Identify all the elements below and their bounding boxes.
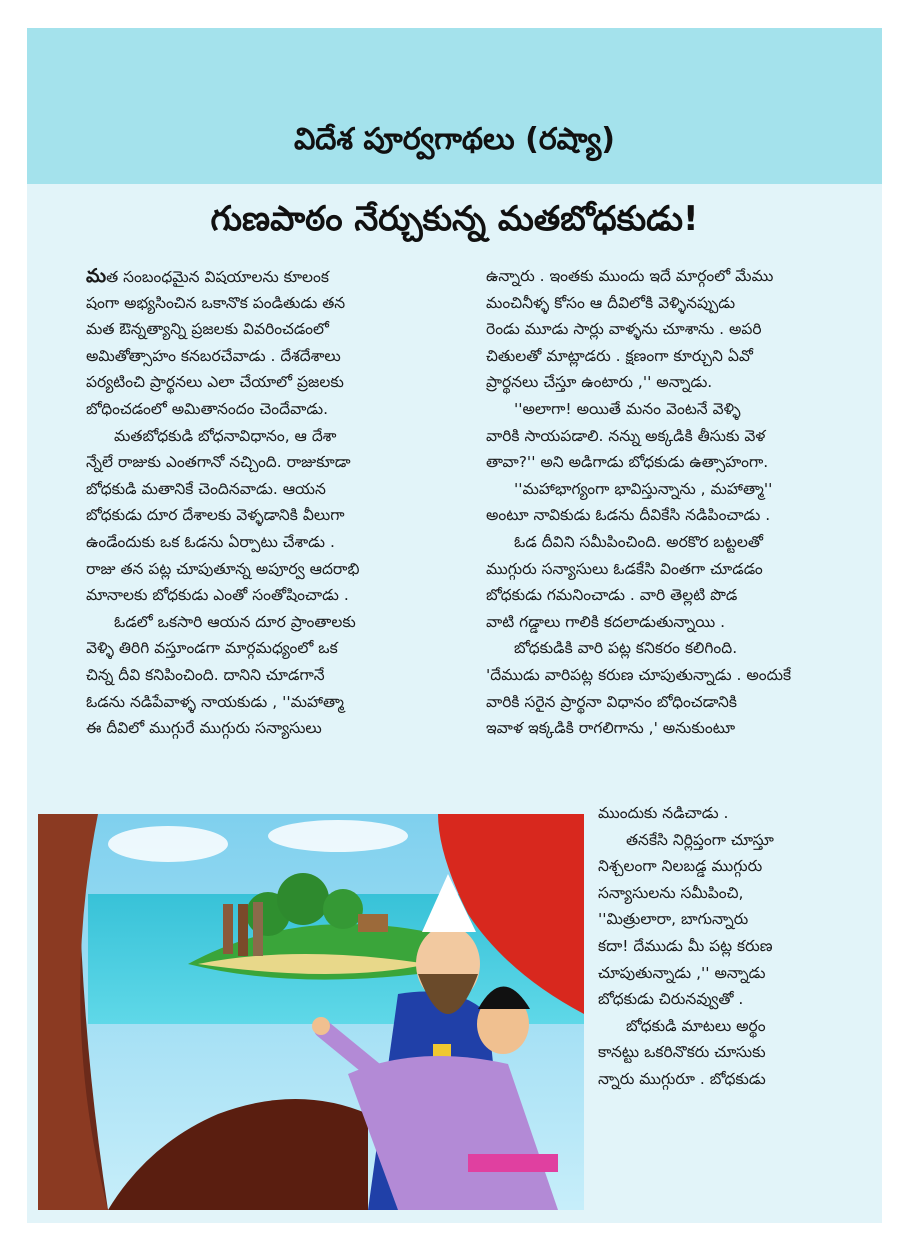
text-line: మానాలకు బోధకుడు ఎంతో సంతోషించాడు . <box>86 586 349 605</box>
tree <box>277 873 329 925</box>
text-line: ''మిత్రులారా, బాగున్నారు <box>598 910 749 929</box>
text-line: తనకేసి నిర్లిప్తంగా చూస్తూ <box>626 830 774 849</box>
text-line: బోధకుడి మాటలు అర్థం <box>626 1016 766 1035</box>
text-line: ఇవాళ ఇక్కడికి రాగలిగాను ,' అనుకుంటూ <box>486 719 736 738</box>
text-line: ఉన్నారు . ఇంతకు ముందు ఇదే మార్గంలో మేము <box>486 267 774 285</box>
text-line: వాటి గడ్డాలు గాలికి కదలాడుతున్నాయి . <box>486 612 726 631</box>
text-line: ఉండేందుకు ఒక ఓడను ఏర్పాటు చేశాడు . <box>86 532 335 551</box>
hermit <box>253 902 263 956</box>
text-line: నిశ్చలంగా నిలబడ్డ ముగ్గురు <box>598 857 763 876</box>
text-line: ''మహాభాగ్యంగా భావిస్తున్నాను , మహాత్మా'' <box>514 479 773 498</box>
text-line: న్నారు ముగ్గురూ . బోధకుడు <box>598 1069 766 1088</box>
text-line: కానట్టు ఒకరినొకరు చూసుకు <box>598 1043 766 1062</box>
story-title: గుణపాఠం నేర్చుకున్న మతబోధకుడు! <box>210 199 699 239</box>
series-title: విదేశ పూర్వగాథలు (రష్యా) <box>293 122 616 157</box>
text-line: బోధకుడు గమనించాడు . వారి తెల్లటి పొడ <box>486 586 738 605</box>
text-line: మతబోధకుడి బోధనావిధానం, ఆ దేశా <box>114 426 337 445</box>
cloud <box>268 820 408 852</box>
text-line: బోధకుడి మతానికే చెందినవాడు. ఆయన <box>86 479 326 498</box>
text-line: చిన్న దీవి కనిపించింది. దానిని చూడగానే <box>86 665 325 684</box>
right-lower-column <box>598 800 858 1093</box>
text-line: రెండు మూడు సార్లు వాళ్ళను చూశాను . అపరి <box>486 320 762 339</box>
cloud <box>108 826 228 862</box>
right-column <box>486 263 856 742</box>
text-line: ''అలాగా! అయితే మనం వెంటనే వెళ్ళి <box>514 399 741 418</box>
first-line-rest: త సంబంధమైన విషయాలను కూలంక <box>106 268 329 286</box>
text-line: న్నేలే రాజుకు ఎంతగానో నచ్చింది. రాజుకూడా <box>86 453 351 472</box>
text-line: మంచినీళ్ళ కోసం ఆ దీవిలోకి వెళ్ళినప్పుడు <box>486 293 736 312</box>
hut <box>358 914 388 932</box>
text-line: అమితోత్సాహం కనబరచేవాడు . దేశదేశాలు <box>86 346 341 365</box>
text-line: ప్రార్థనలు చేస్తూ ఉంటారు ,'' అన్నాడు. <box>486 373 713 392</box>
text-line: కదా! దేముడు మీ పట్ల కరుణ <box>598 936 773 955</box>
tree <box>323 889 363 929</box>
hermit <box>223 904 233 954</box>
text-line: ఈ దీవిలో ముగ్గురే ముగ్గురు సన్యాసులు <box>86 719 322 738</box>
hermit <box>238 904 248 956</box>
text-line: అంటూ నావికుడు ఓడను దీవికేసి నడిపించాడు . <box>486 506 771 525</box>
story-illustration <box>38 814 584 1210</box>
text-line: చితులతో మాట్లాడరు . క్షణంగా కూర్చుని ఏవో <box>486 346 753 365</box>
text-line: 'దేముడు వారిపట్ల కరుణ చూపుతున్నాడు . అందుకే <box>486 665 792 684</box>
text-line: ఓడను నడిపేవాళ్ళ నాయకుడు , ''మహాత్మా <box>86 692 344 711</box>
text-line: సన్యాసులను సమీపించి, <box>598 883 744 902</box>
text-line: బోధకుడికి వారి పట్ల కనికరం కలిగింది. <box>514 639 738 658</box>
text-line: ముందుకు నడిచాడు . <box>598 804 729 822</box>
text-line: బోధకుడు దూర దేశాలకు వెళ్ళడానికి వీలుగా <box>86 506 345 525</box>
text-line: బోధకుడు చిరునవ్వుతో . <box>598 990 744 1009</box>
text-line: ఓడ దీవిని సమీపించింది. అరకొర బట్టలతో <box>514 532 763 551</box>
header-band <box>27 28 882 184</box>
text-line: బోధించడంలో అమితానందం చెందేవాడు. <box>86 399 329 418</box>
text-line: చూపుతున్నాడు ,'' అన్నాడు <box>598 963 766 982</box>
text-line: వారికి సాయపడాలి. నన్ను అక్కడికి తీసుకు వెళ <box>486 426 766 445</box>
text-line: ముగ్గురు సన్యాసులు ఓడకేసి వింతగా చూడడం <box>486 559 763 578</box>
text-line <box>86 263 456 290</box>
text-line: పర్యటించి ప్రార్థనలు ఎలా చేయాలో ప్రజలకు <box>86 373 344 392</box>
text-line: షంగా అభ్యసించిన ఒకానొక పండితుడు తన <box>86 293 346 312</box>
text-line: మత ఔన్నత్యాన్ని ప్రజలకు వివరించడంలో <box>86 320 329 339</box>
text-line: తావా?'' అని అడిగాడు బోధకుడు ఉత్సాహంగా. <box>486 453 769 472</box>
pointing-hand <box>312 1017 330 1035</box>
text-line: వారికి సరైన ప్రార్థనా విధానం బోధించడానికి <box>486 692 737 711</box>
drop-cap: మ <box>86 265 107 287</box>
text-line: ఓడలో ఒకసారి ఆయన దూర ప్రాంతాలకు <box>114 612 356 631</box>
text-line: రాజు తన పట్ల చూపుతూన్న అపూర్వ ఆదరాభి <box>86 559 360 578</box>
text-line: వెళ్ళి తిరిగి వస్తూండగా మార్గమధ్యంలో ఒక <box>86 639 338 658</box>
sailor-sash <box>468 1154 558 1172</box>
left-column <box>86 263 456 742</box>
